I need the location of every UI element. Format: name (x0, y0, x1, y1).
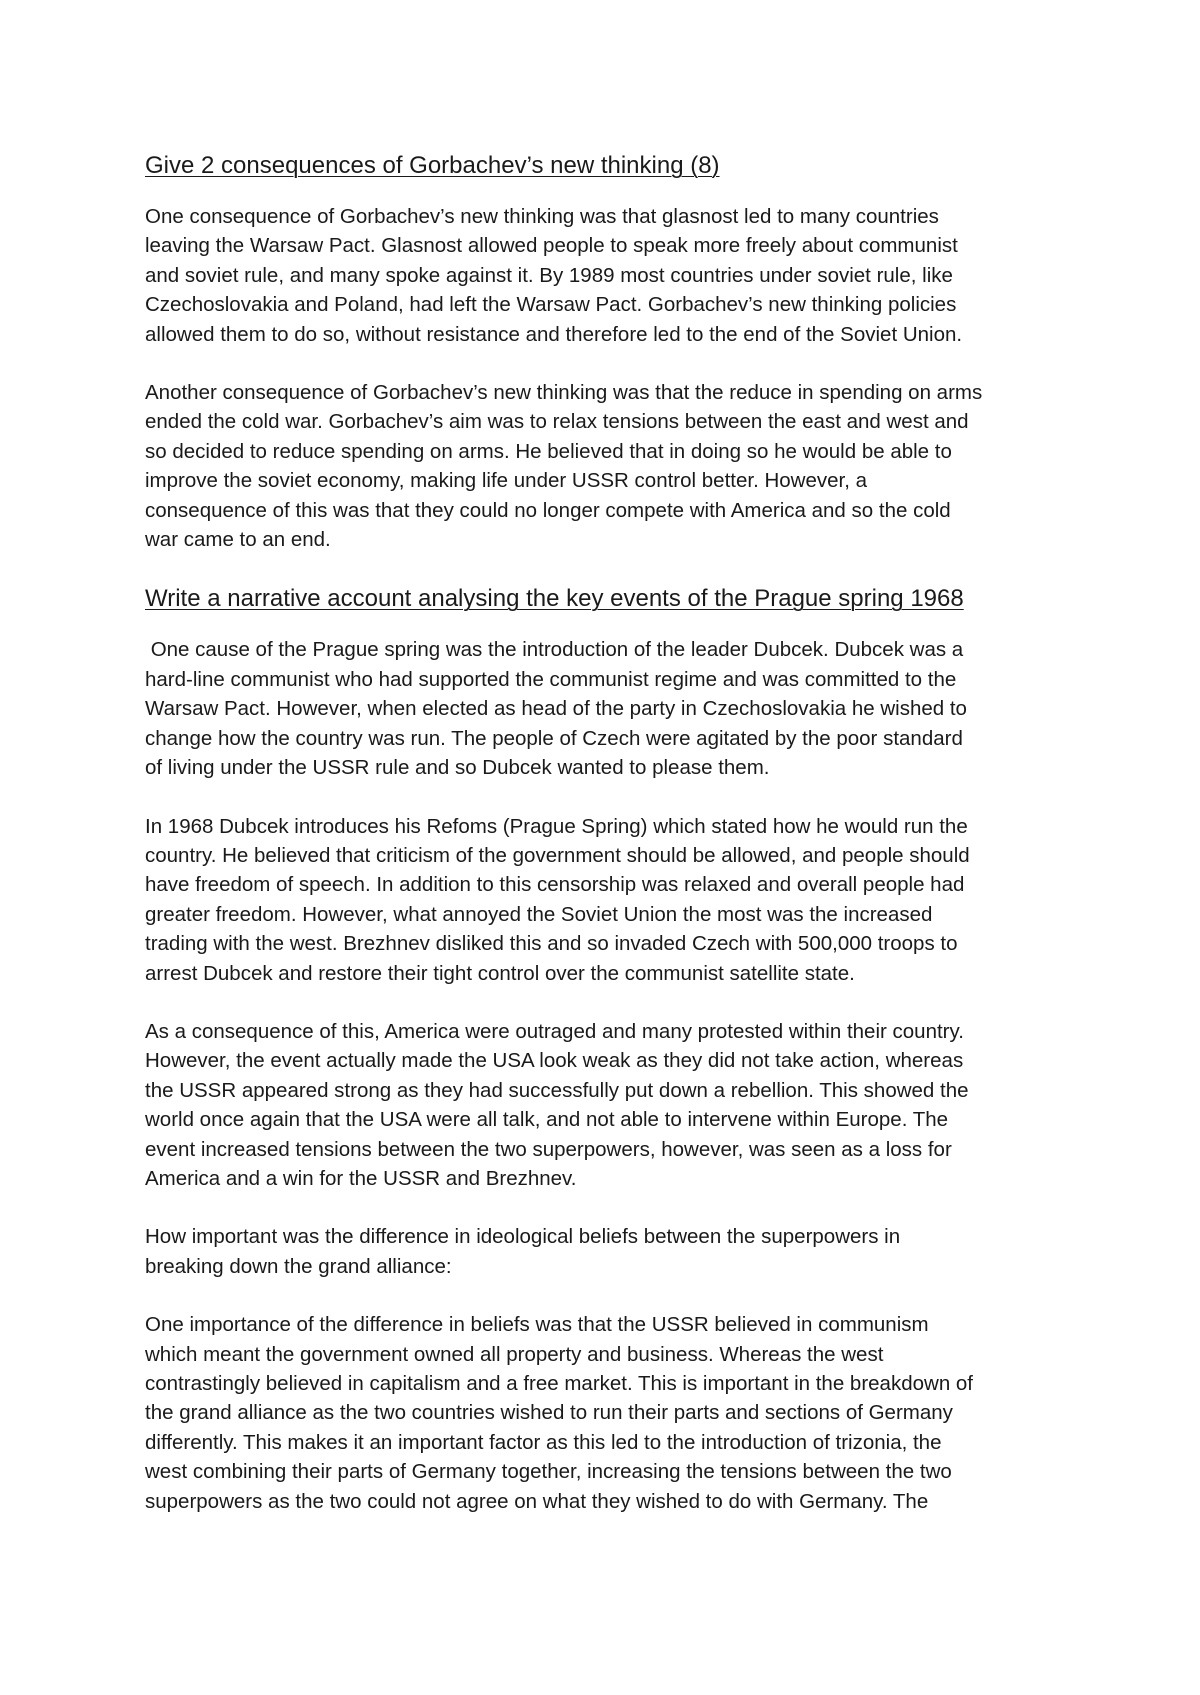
text-line: superpowers as the two could not agree on what they wished to do with Germany. The (145, 1489, 929, 1513)
text-line: leaving the Warsaw Pact. Glasnost allowed people to speak more freely about communist (145, 234, 958, 258)
text-line: differently. This makes it an important factor as this led to the introduction of trizonia, the (145, 1430, 942, 1454)
text-line: arrest Dubcek and restore their tight control over the communist satellite state. (145, 961, 855, 985)
section2-heading: Write a narrative account analysing the key events of the Prague spring 1968 (145, 585, 964, 613)
text-line: trading with the west. Brezhnev disliked this and so invaded Czech with 500,000 troops to (145, 932, 958, 956)
section2-paragraph-1 (145, 635, 1070, 782)
text-line: ended the cold war. Gorbachev’s aim was to relax tensions between the east and west and (145, 410, 969, 434)
text-line: In 1968 Dubcek introduces his Refoms (Prague Spring) which stated how he would run the (145, 814, 968, 838)
text-line: America and a win for the USSR and Brezhnev. (145, 1166, 577, 1190)
text-line: Czechoslovakia and Poland, had left the Warsaw Pact. Gorbachev’s new thinking policies (145, 293, 957, 317)
text-line: How important was the difference in ideological beliefs between the superpowers in (145, 1225, 901, 1249)
text-line: One cause of the Prague spring was the introduction of the leader Dubcek. Dubcek was a (145, 638, 964, 662)
text-line: war came to an end. (145, 528, 331, 552)
text-line: One consequence of Gorbachev’s new thinking was that glasnost led to many countries (145, 205, 939, 228)
text-line: and soviet rule, and many spoke against it. By 1989 most countries under soviet rule, like (145, 263, 953, 287)
section1-paragraph-2 (145, 378, 1070, 554)
text-line: west combining their parts of Germany together, increasing the tensions between the two (145, 1460, 952, 1484)
section3-paragraph-1 (145, 1310, 1070, 1516)
text-line: the USSR appeared strong as they had successfully put down a rebellion. This showed the (145, 1078, 969, 1102)
text-line: One importance of the difference in beliefs was that the USSR believed in communism (145, 1313, 929, 1337)
text-line: change how the country was run. The people of Czech were agitated by the poor standard (145, 726, 963, 750)
text-line: of living under the USSR rule and so Dubcek wanted to please them. (145, 756, 770, 780)
text-line: consequence of this was that they could no longer compete with America and so the cold (145, 498, 951, 522)
text-line: greater freedom. However, what annoyed the Soviet Union the most was the increased (145, 902, 933, 926)
text-line: However, the event actually made the USA look weak as they did not take action, whereas (145, 1049, 964, 1073)
text-line: event increased tensions between the two superpowers, however, was seen as a loss for (145, 1137, 952, 1161)
text-line: Warsaw Pact. However, when elected as head of the party in Czechoslovakia he wished to (145, 697, 967, 721)
text-line: breaking down the grand alliance: (145, 1254, 452, 1278)
text-line: contrastingly believed in capitalism and a free market. This is important in the breakdown of (145, 1372, 974, 1395)
text-line: allowed them to do so, without resistance and therefore led to the end of the Soviet Union. (145, 322, 963, 346)
section2-paragraph-3 (145, 1017, 1070, 1193)
text-line: hard-line communist who had supported the communist regime and was committed to the (145, 667, 957, 691)
document-page (145, 150, 1070, 1545)
text-line: improve the soviet economy, making life under USSR control better. However, a (145, 469, 868, 493)
text-line: Another consequence of Gorbachev’s new thinking was that the reduce in spending on arms (145, 381, 983, 405)
section3-question (145, 1222, 1070, 1281)
text-line: world once again that the USA were all talk, and not able to intervene within Europe. The (145, 1108, 949, 1132)
text-line: so decided to reduce spending on arms. He believed that in doing so he would be able to (145, 439, 952, 463)
text-line: have freedom of speech. In addition to this censorship was relaxed and overall people had (145, 873, 965, 897)
text-line: which meant the government owned all property and business. Whereas the west (145, 1342, 884, 1366)
text-line: As a consequence of this, America were outraged and many protested within their country. (145, 1019, 964, 1043)
section2-paragraph-2 (145, 812, 1070, 988)
section1-paragraph-1 (145, 202, 1070, 349)
text-line: the grand alliance as the two countries wished to run their parts and sections of Germany (145, 1401, 953, 1425)
section1-heading: Give 2 consequences of Gorbachev’s new thinking (8) (145, 152, 720, 179)
text-line: country. He believed that criticism of the government should be allowed, and people should (145, 843, 970, 867)
